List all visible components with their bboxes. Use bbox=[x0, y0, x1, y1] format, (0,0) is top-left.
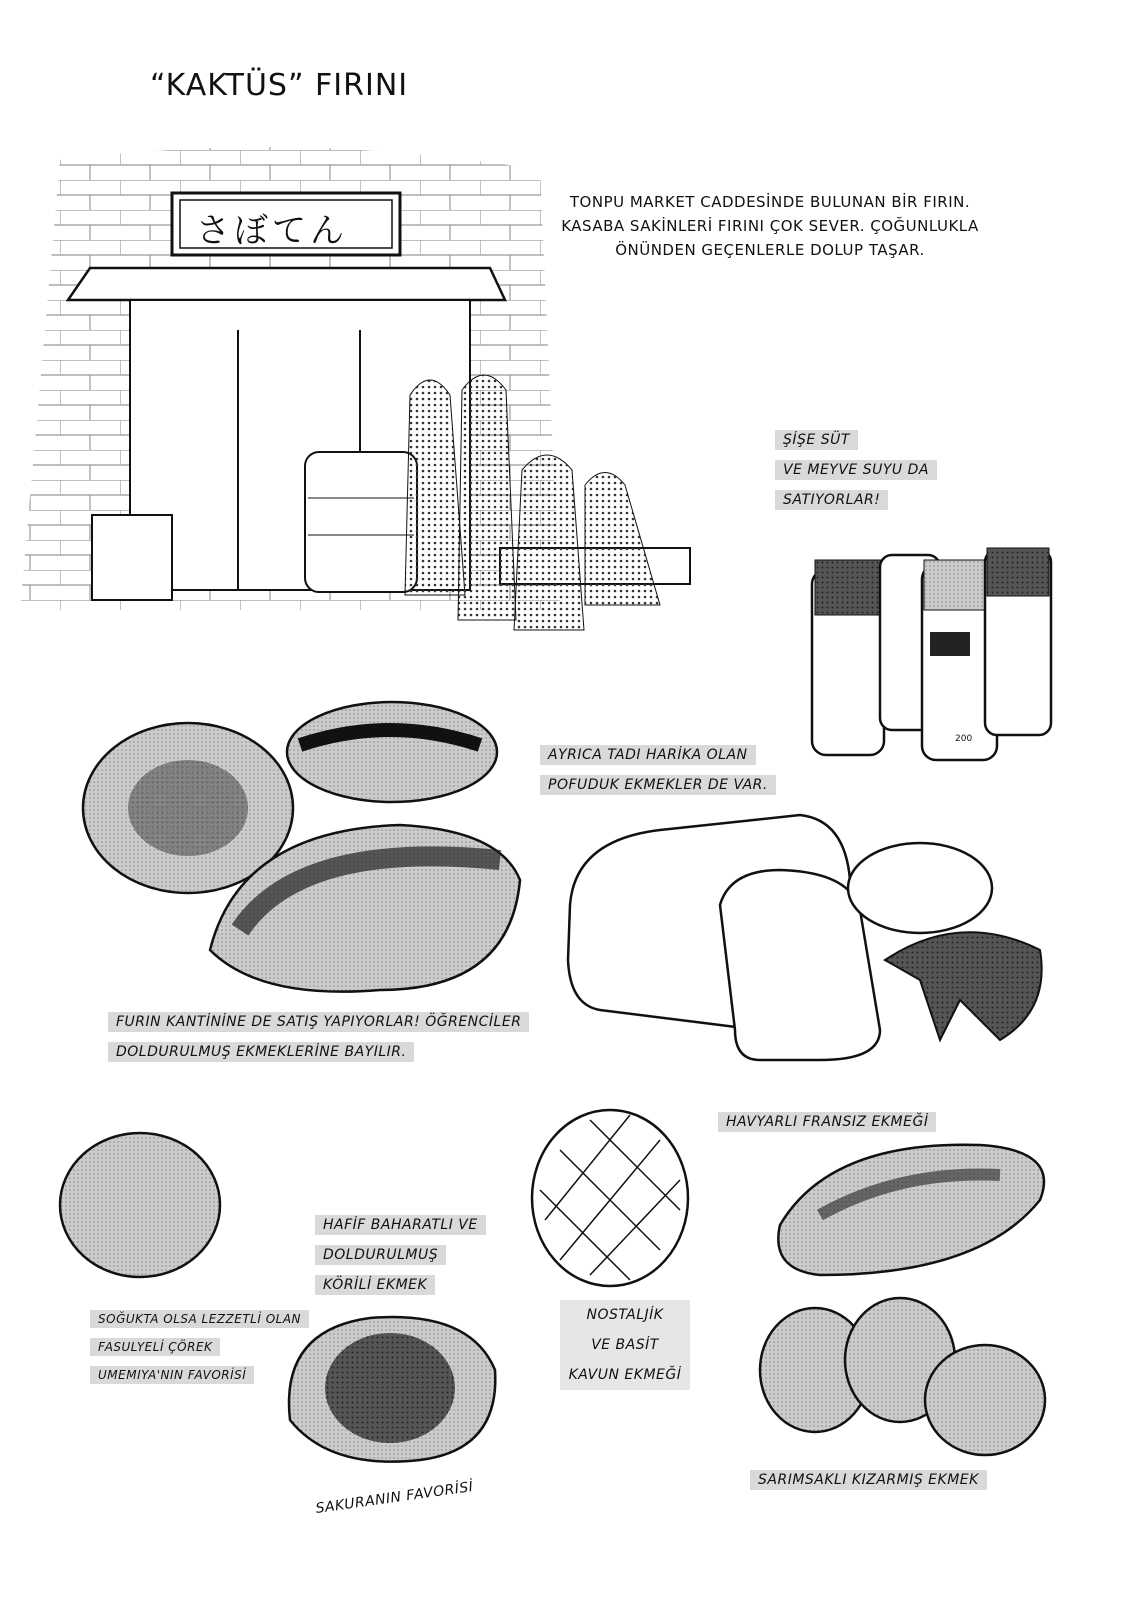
curry-bread-illustration bbox=[289, 1317, 495, 1462]
french-bread-illustration bbox=[778, 1145, 1044, 1275]
caption-garlic-toast bbox=[750, 1470, 987, 1500]
caption-line: FURIN KANTİNİNE DE SATIŞ YAPIYORLAR! ÖĞRENCİLER bbox=[108, 1012, 529, 1032]
caption-sakura: SAKURANIN FAVORİSİ bbox=[314, 1479, 475, 1517]
caption-line: KAVUN EKMEĞİ bbox=[568, 1367, 682, 1383]
caption-line: SARIMSAKLI KIZARMIŞ EKMEK bbox=[750, 1470, 987, 1490]
caption-canteen bbox=[108, 1012, 529, 1072]
caption-bottles bbox=[775, 430, 937, 520]
caption-bread bbox=[540, 745, 776, 805]
page-title: “KAKTÜS” FIRINI bbox=[150, 68, 409, 103]
caption-line: FASULYELİ ÇÖREK bbox=[90, 1338, 220, 1356]
intro-line: KASABA SAKİNLERİ FIRINI ÇOK SEVER. ÇOĞUNLUKLA bbox=[561, 217, 979, 235]
intro-text bbox=[560, 190, 980, 262]
intro-line: TONPU MARKET CADDESİNDE BULUNAN BİR FIRIN. bbox=[569, 193, 971, 211]
caption-french-bread bbox=[718, 1112, 936, 1142]
loaves-illustration bbox=[568, 815, 1042, 1060]
caption-line: DOLDURULMUŞ EKMEKLERİNE BAYILIR. bbox=[108, 1042, 414, 1062]
caption-curry bbox=[315, 1215, 486, 1305]
filled-breads-illustration bbox=[83, 702, 520, 992]
caption-line: HAVYARLI FRANSIZ EKMEĞİ bbox=[718, 1112, 936, 1132]
bottle-label: 200 bbox=[955, 734, 973, 744]
caption-line: ŞİŞE SÜT bbox=[775, 430, 858, 450]
shop-sign-text: さぼてん bbox=[196, 211, 348, 251]
caption-melon-bread bbox=[560, 1300, 690, 1390]
melon-bread-illustration bbox=[532, 1110, 688, 1286]
caption-line: DOLDURULMUŞ bbox=[315, 1245, 446, 1265]
bean-bun-illustration bbox=[60, 1133, 220, 1277]
caption-line: AYRICA TADI HARİKA OLAN bbox=[540, 745, 756, 765]
caption-line: SATIYORLAR! bbox=[775, 490, 888, 510]
caption-line: VE MEYVE SUYU DA bbox=[775, 460, 937, 480]
caption-line: UMEMIYA'NIN FAVORİSİ bbox=[90, 1366, 254, 1384]
caption-line: NOSTALJİK bbox=[586, 1307, 664, 1323]
caption-line: KÖRİLİ EKMEK bbox=[315, 1275, 435, 1295]
caption-line: POFUDUK EKMEKLER DE VAR. bbox=[540, 775, 776, 795]
garlic-toast-illustration bbox=[760, 1298, 1045, 1455]
caption-line: HAFİF BAHARATLI VE bbox=[315, 1215, 486, 1235]
caption-line: VE BASİT bbox=[591, 1337, 659, 1353]
bottles-illustration bbox=[812, 548, 1051, 760]
caption-bean-bun bbox=[90, 1310, 309, 1394]
intro-line: ÖNÜNDEN GEÇENLERLE DOLUP TAŞAR. bbox=[615, 241, 925, 259]
caption-line: SOĞUKTA OLSA LEZZETLİ OLAN bbox=[90, 1310, 309, 1328]
